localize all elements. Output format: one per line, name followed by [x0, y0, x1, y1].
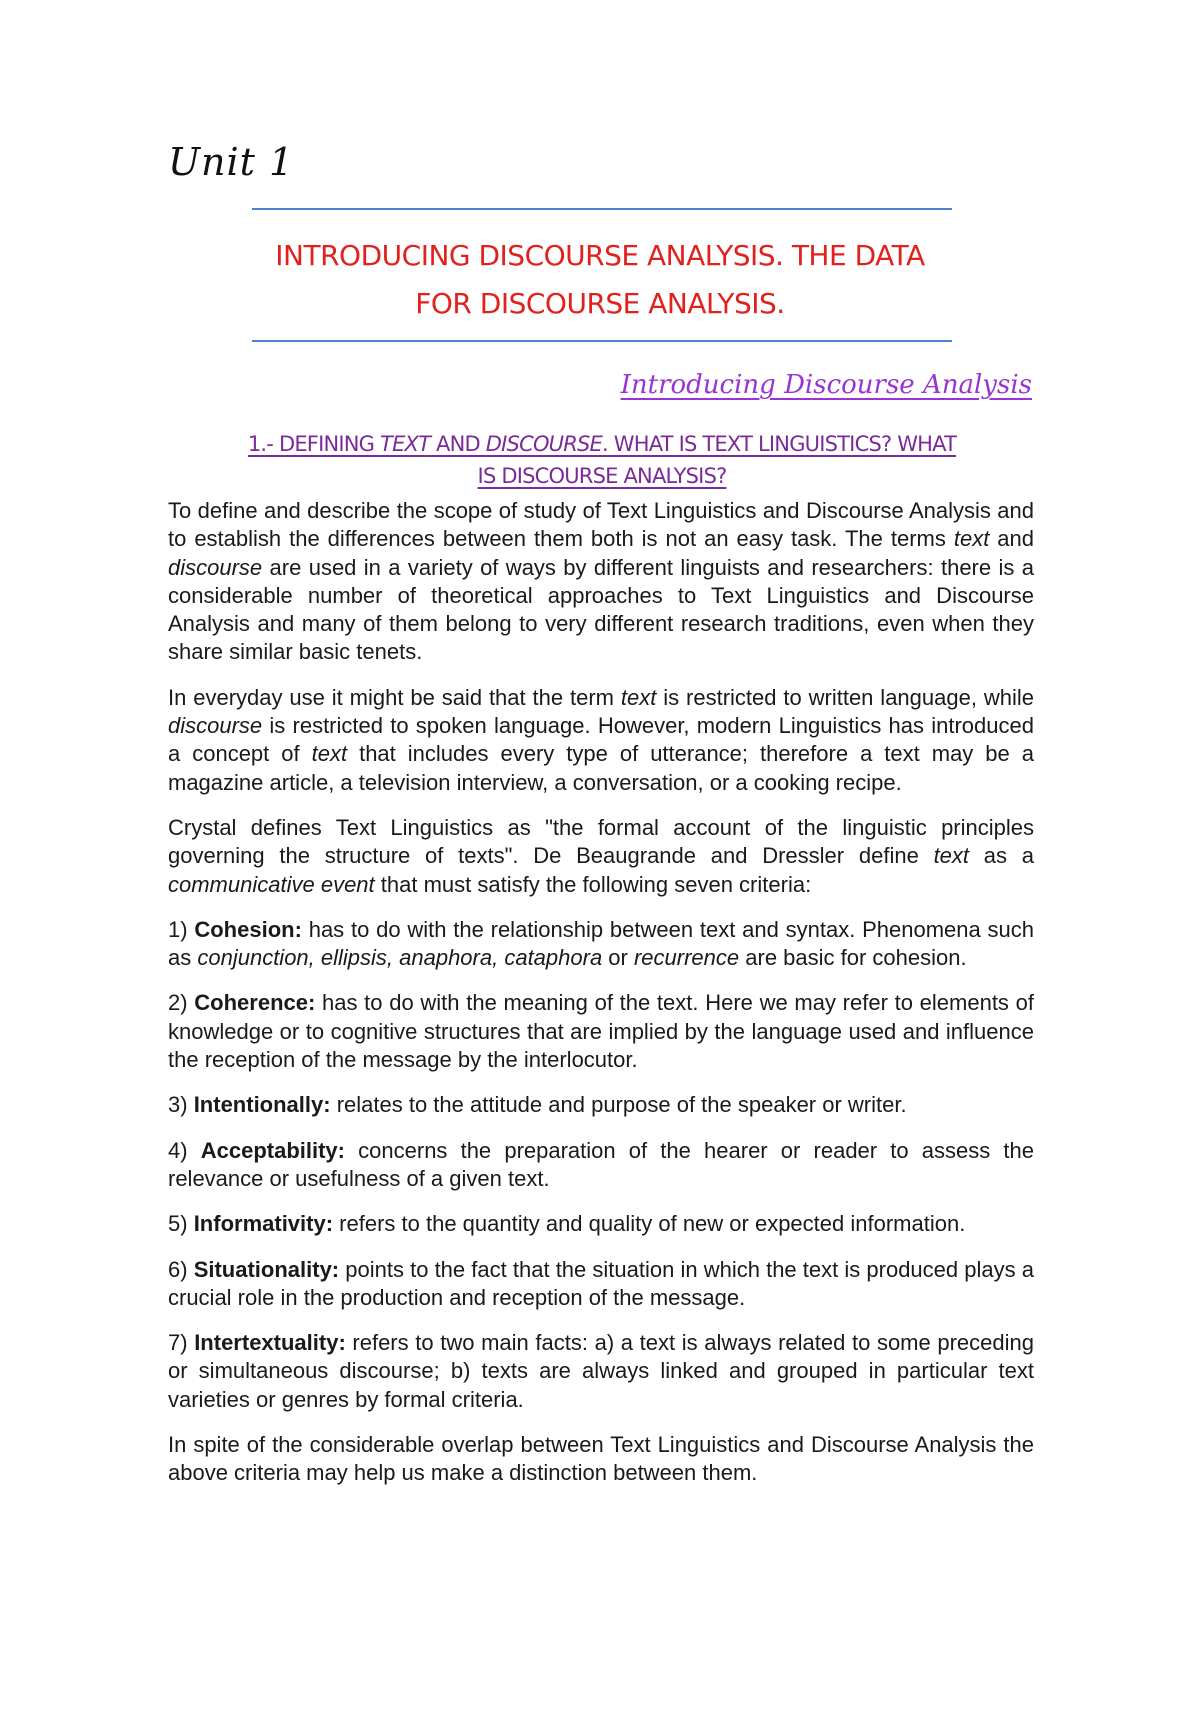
- criterion-label: Intentionally:: [193, 1092, 331, 1118]
- text-run: and: [989, 526, 1034, 552]
- criterion-number: 5): [168, 1211, 194, 1237]
- sub-heading-text-word: TEXT: [380, 432, 431, 456]
- text-run: Crystal defines Text Linguistics as "the formal account of the linguistic principles governing the structure of texts". De Beaugrande and Dressler define: [168, 814, 1034, 869]
- criterion-label: Informativity:: [193, 1211, 334, 1237]
- body-text: [168, 497, 1034, 1505]
- text-run: that includes every type of utterance; therefore a text may be a magazine article, a television interview, a conversation, or a cooking recipe.: [168, 741, 1034, 795]
- text-run: are used in a variety of ways by different linguists and researchers: there is a considerable number of theoretical approaches to Text Linguistics and Discourse Analysis and many of them belong to very different research traditions, even when they share similar basic tenets.: [168, 554, 1034, 665]
- text-run: has to do with the meaning of the text. Here we may refer to elements of knowledge or to cognitive structures that are implied by the language used and influence the reception of the message by the interlocutor.: [168, 990, 1034, 1073]
- title-top-rule: [252, 208, 952, 210]
- sub-heading-part: AND: [430, 432, 486, 456]
- criterion-number: 4): [168, 1137, 201, 1163]
- italic-term: conjunction, ellipsis, anaphora, cataphora: [197, 945, 603, 971]
- paragraph-everyday-use: [168, 684, 1034, 797]
- criterion-label: Situationality:: [193, 1256, 340, 1282]
- italic-term: text: [311, 741, 348, 767]
- italic-term: text: [933, 843, 970, 869]
- main-title: [200, 232, 1000, 328]
- section-title: Introducing Discourse Analysis: [620, 370, 1032, 400]
- criterion-cohesion: [168, 916, 1034, 973]
- criterion-number: 1): [168, 916, 195, 942]
- sub-heading-part: 1.- DEFINING: [247, 432, 381, 456]
- text-run: that must satisfy the following seven criteria:: [374, 871, 812, 897]
- text-run: In everyday use it might be said that the term: [168, 684, 621, 710]
- criterion-label: Coherence:: [194, 990, 316, 1016]
- italic-term: communicative event: [168, 871, 375, 897]
- criterion-informativity: [168, 1210, 1034, 1238]
- text-run: is restricted to written language, while: [656, 684, 1034, 710]
- title-bottom-rule: [252, 340, 952, 342]
- main-title-line-2: FOR DISCOURSE ANALYSIS.: [415, 287, 785, 320]
- criterion-number: 3): [168, 1092, 194, 1118]
- unit-title: Unit 1: [168, 140, 295, 184]
- paragraph-conclusion: In spite of the considerable overlap between Text Linguistics and Discourse Analysis the above criteria may help us make a distinction between them.: [168, 1432, 1034, 1486]
- text-run: concerns the preparation of the hearer or reader to assess the relevance or usefulness of a given text.: [168, 1137, 1034, 1191]
- criterion-label: Cohesion:: [194, 916, 302, 942]
- sub-heading-line-2: IS DISCOURSE ANALYSIS?: [477, 464, 727, 488]
- italic-term: discourse: [168, 713, 263, 739]
- italic-term: discourse: [168, 554, 263, 580]
- text-run: relates to the attitude and purpose of the speaker or writer.: [330, 1092, 907, 1118]
- criterion-label: Intertextuality:: [194, 1330, 346, 1356]
- text-run: To define and describe the scope of study of Text Linguistics and Discourse Analysis and to establish the differences between them both is not an easy task. The terms: [168, 498, 1034, 552]
- italic-term: recurrence: [633, 945, 740, 971]
- sub-heading-discourse-word: DISCOURSE: [485, 432, 603, 456]
- text-run: has to do with the relationship between text and syntax. Phenomena such as: [168, 916, 1034, 971]
- criterion-intertextuality: [168, 1329, 1034, 1414]
- text-run: as a: [969, 843, 1034, 869]
- paragraph-definition: [168, 497, 1034, 667]
- criterion-number: 2): [168, 990, 195, 1016]
- text-run: points to the fact that the situation in which the text is produced plays a crucial role in the production and reception of the message.: [168, 1256, 1034, 1310]
- text-run: is restricted to spoken language. However, modern Linguistics has introduced a concept of: [168, 713, 1034, 767]
- paragraph-crystal: [168, 814, 1034, 899]
- italic-term: text: [953, 526, 990, 552]
- sub-heading: [170, 428, 1034, 492]
- criterion-coherence: [168, 989, 1034, 1074]
- criterion-number: 7): [168, 1330, 195, 1356]
- criterion-intentionally: [168, 1091, 1034, 1119]
- main-title-line-1: INTRODUCING DISCOURSE ANALYSIS. THE DATA: [275, 239, 925, 272]
- text-run: are basic for cohesion.: [739, 945, 967, 971]
- text-run: refers to two main facts: a) a text is always related to some preceding or simultaneous discourse; b) texts are always linked and grouped in particular text varieties or genres by formal criteria.: [168, 1330, 1034, 1412]
- sub-heading-part: . WHAT IS TEXT LINGUISTICS? WHAT: [602, 432, 957, 456]
- italic-term: text: [620, 684, 657, 710]
- criterion-situationality: [168, 1256, 1034, 1313]
- criterion-number: 6): [168, 1256, 194, 1282]
- criterion-acceptability: [168, 1137, 1034, 1194]
- criterion-label: Acceptability:: [200, 1137, 345, 1163]
- text-run: or: [602, 945, 634, 971]
- text-run: refers to the quantity and quality of new or expected information.: [333, 1211, 966, 1237]
